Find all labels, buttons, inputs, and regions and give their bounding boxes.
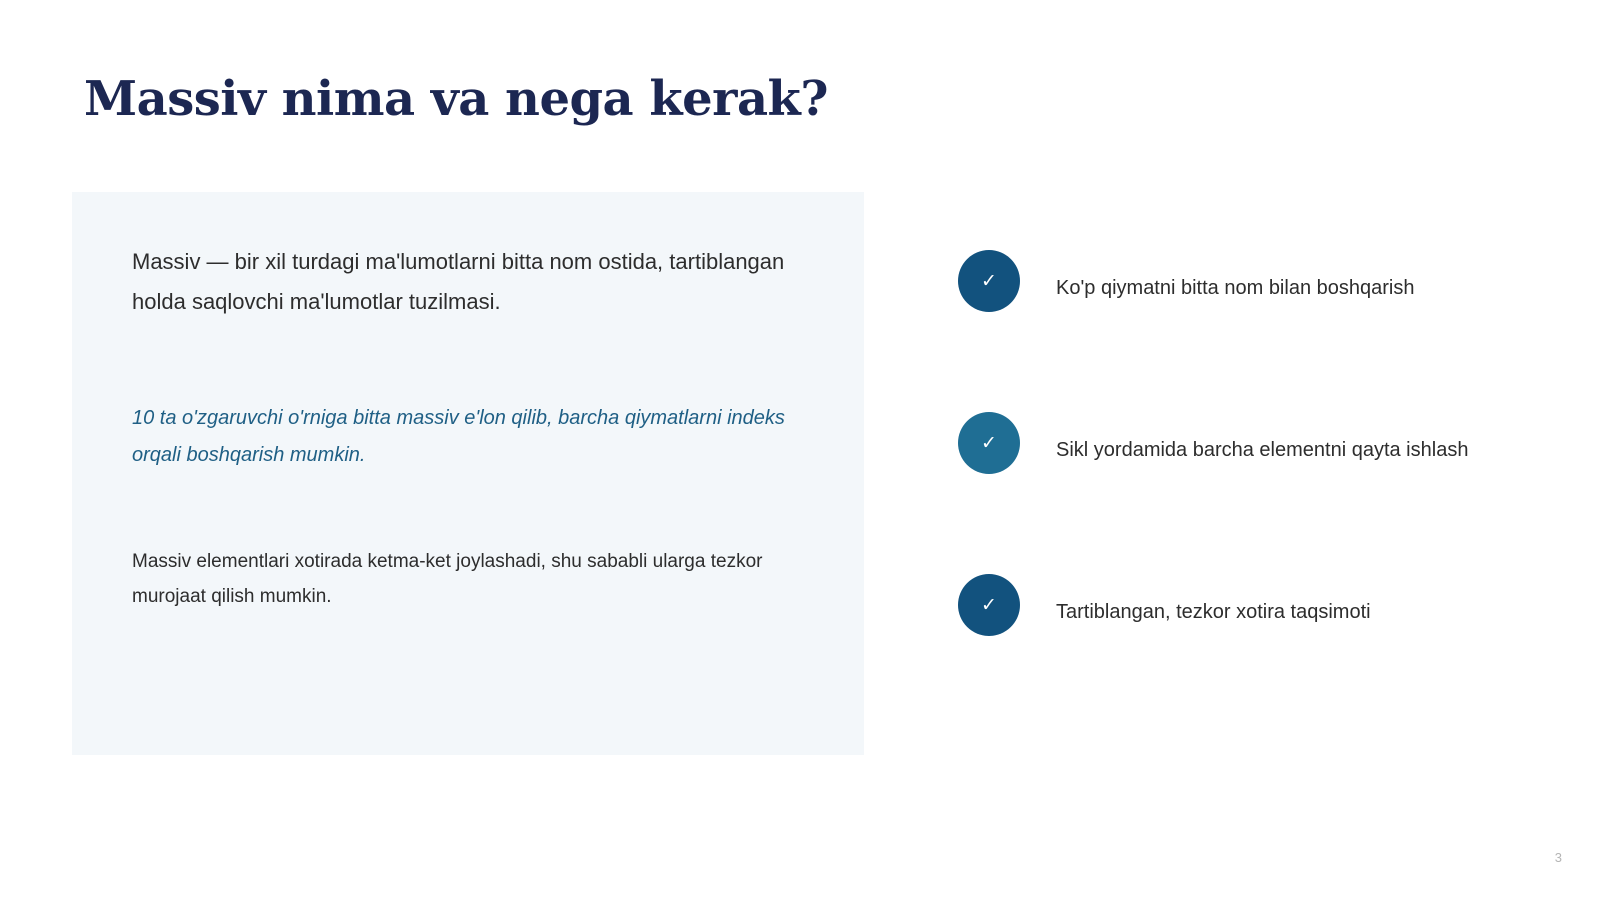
example-text: 10 ta o'zgaruvchi o'rniga bitta massiv e'lon qilib, barcha qiymatlarni indeks orqali boshqarish mumkin. xyxy=(132,407,785,466)
benefit-item xyxy=(958,574,1371,636)
benefit-text: Sikl yordamida barcha elementni qayta ishlash xyxy=(1056,438,1469,461)
definition-text: Massiv — bir xil turdagi ma'lumotlarni bitta nom ostida, tartiblangan holda saqlovchi ma'lumotlar tuzilmasi. xyxy=(132,249,785,314)
benefit-item xyxy=(958,250,1414,312)
page-number: 3 xyxy=(1554,850,1562,865)
check-icon: ✓ xyxy=(958,250,1020,312)
benefit-item xyxy=(958,412,1468,474)
slide-title: Massiv nima va nega kerak? xyxy=(84,71,828,127)
benefit-text: Tartiblangan, tezkor xotira taqsimoti xyxy=(1056,600,1371,623)
check-icon: ✓ xyxy=(958,574,1020,636)
check-icon: ✓ xyxy=(958,412,1020,474)
info-card xyxy=(72,192,864,755)
benefit-text: Ko'p qiymatni bitta nom bilan boshqarish xyxy=(1056,276,1415,299)
memory-note-text: Massiv elementlari xotirada ketma-ket joylashadi, shu sababli ularga tezkor murojaat qilish mumkin. xyxy=(132,551,763,607)
